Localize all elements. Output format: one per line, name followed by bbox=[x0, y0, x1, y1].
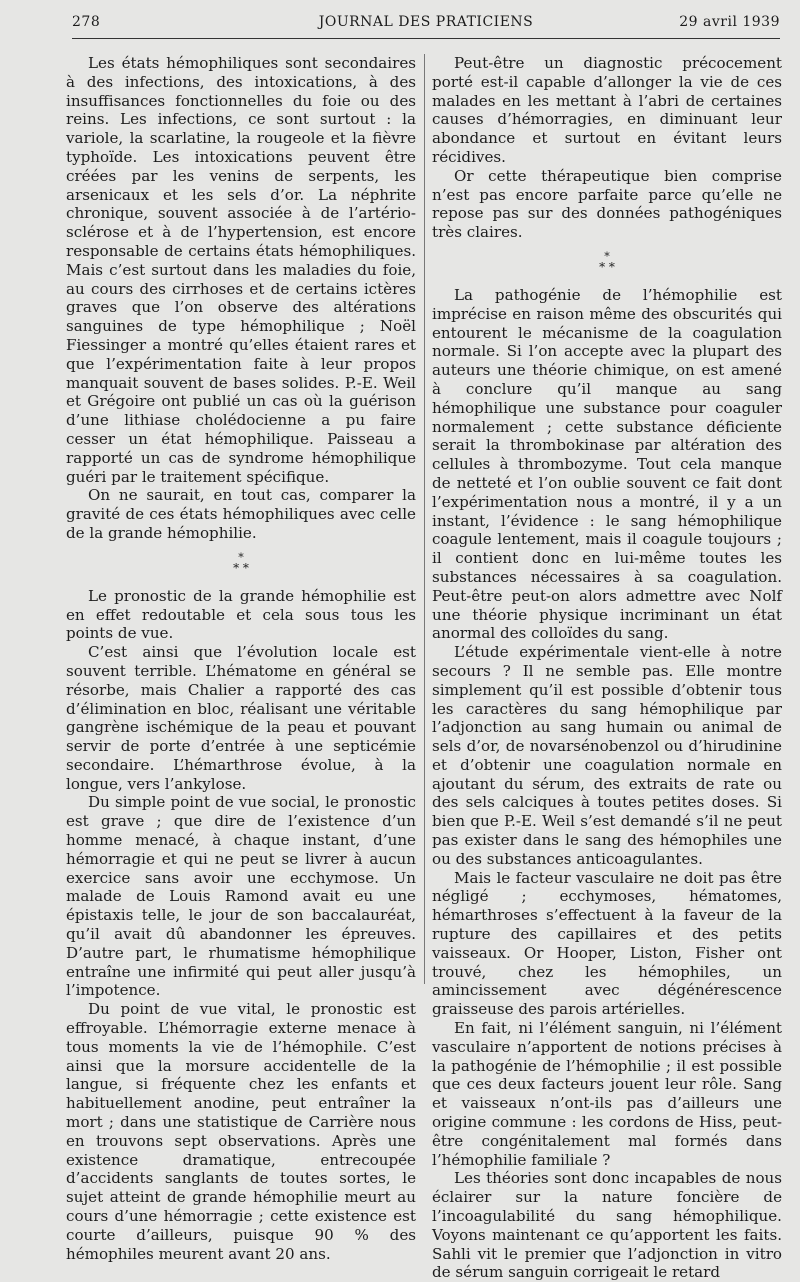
section-separator: * * * bbox=[233, 550, 249, 575]
paragraph: Mais le facteur vasculaire ne doit pas être négligé ; ecchymoses, hématomes, hémarthroses s’effectuent à la faveur de la rupture des capillaires et des petits vaisseaux. Or Hooper, Liston, Fisher ont trouvé, chez les hémophiles, un amincissement avec dégénérescence graisseuse des parois artérielles. bbox=[432, 868, 782, 1019]
paragraph: Les théories sont donc incapables de nous éclairer sur la nature foncière de l’incoagulabilité du sang hémophilique. Voyons maintenant ce qu’apportent les faits. Sahli vit le premier que l’adjonction in vitro de sérum sanguin corrigeait le retard bbox=[432, 1169, 782, 1282]
column-rule bbox=[424, 54, 425, 984]
paragraph: Peut-être un diagnostic précocement porté est-il capable d’allonger la vie de ces malades en les mettant à l’abri de certaines causes d’hémorragies, en diminuant leur abondance et surtout en évitant leurs récidives. bbox=[432, 54, 782, 166]
journal-title: JOURNAL DES PRATICIENS bbox=[318, 14, 534, 30]
paragraph: En fait, ni l’élément sanguin, ni l’élément vasculaire n’apportent de notions précises à la pathogénie de l’hémophilie ; il est possible que ces deux facteurs jouent leur rôle. Sang et vaisseaux n’ont-ils pas d’ailleurs une origine commune : les cordons de Hiss, peut-être congénitalement mal formés dans l’hémophilie familiale ? bbox=[432, 1019, 782, 1169]
section-separator: * * * bbox=[599, 249, 615, 274]
paragraph: Or cette thérapeutique bien comprise n’est pas encore parfaite parce qu’elle ne repose pas sur des données pathogéniques très claires. bbox=[432, 166, 782, 242]
left-column bbox=[66, 54, 416, 1263]
paragraph: Du point de vue vital, le pronostic est effroyable. L’hémorragie externe menace à tous moments la vie de l’hémophile. C’est ainsi que la morsure accidentelle de la langue, si fréquente chez les enfants et habituellement anodine, peut entraîner la mort ; dans une statistique de Carrière nous en trouvons sept observations. Après une existence dramatique, entrecoupée d’accidents sanglants de toutes sortes, le sujet atteint de grande hémophilie meurt au cours d’une hémorragie ; cette existence est courte d’ailleurs, puisque 90 % des hémophiles meurent avant 20 ans. bbox=[66, 1000, 416, 1263]
paragraph: L’étude expérimentale vient-elle à notre secours ? Il ne semble pas. Elle montre simplement qu’il est possible d’obtenir tous les caractères du sang hémophilique par l’adjonction au sang humain ou animal de sels d’or, de novarsénobenzol ou d’hirudinine et d’obtenir une coagulation normale en ajoutant du sérum, des extraits de rate ou des sels calciques à toutes petites doses. Si bien que P.-E. Weil s’est demandé s’il ne peut pas exister dans le sang des hémophiles une ou des substances anticoagulantes. bbox=[432, 643, 782, 868]
right-column bbox=[432, 54, 782, 1282]
issue-date: 29 avril 1939 bbox=[679, 14, 780, 30]
paragraph: Du simple point de vue social, le pronostic est grave ; que dire de l’existence d’un homme menacé, à chaque instant, d’une hémorragie et qui ne peut se livrer à aucun exercice sans avoir une ecchymose. Un malade de Louis Ramond avait eu une épistaxis telle, le jour de son baccalauréat, qu’il avait dû abandonner les épreuves. D’autre part, le rhumatisme hémophilique entraîne une infirmité qui peut aller jusqu’à l’impotence. bbox=[66, 793, 416, 1000]
paragraph: La pathogénie de l’hémophilie est imprécise en raison même des obscurités qui entourent le mécanisme de la coagulation normale. Si l’on accepte avec la plupart des auteurs une théorie chimique, on est amené à conclure qu’il manque au sang hémophilique une substance pour coaguler normalement ; cette substance déficiente serait la thrombokinase par altération des cellules à thrombozyme. Tout cela manque de netteté et l’on oublie souvent ce fait dont l’expérimentation nous a montré, il y a un instant, l’évidence : le sang hémophilique coagule lentement, mais il coagule toujours ; il contient donc en lui-même toutes les substances nécessaires à sa coagulation. Peut-être peut-on alors admettre avec Nolf une théorie physique incriminant un état anormal des colloïdes du sang. bbox=[432, 285, 782, 643]
running-header bbox=[72, 14, 780, 39]
page-number: 278 bbox=[72, 14, 101, 30]
paragraph: Les états hémophiliques sont secondaires à des infections, des intoxications, à des insuffisances fonctionnelles du foie ou des reins. Les infections, ce sont surtout : la variole, la scarlatine, la rougeole et la fièvre typhoïde. Les intoxications peuvent être créées par les venins de serpents, les arsenicaux et les sels d’or. La néphrite chronique, souvent associée à de l’artério-sclérose et à de l’hypertension, est encore responsable de certains états hémophiliques. Mais c’est surtout dans les maladies du foie, au cours des cirrhoses et de certains ictères graves que l’on observe des altérations sanguines de type hémophilique ; Noël Fiessinger a montré qu’elles étaient rares et que l’expérimentation faite à leur propos manquait souvent de bases solides. P.-E. Weil et Grégoire ont publié un cas où la guérison d’une lithiase cholédocienne a pu faire cesser un état hémophilique. Paisseau a rapporté un cas de syndrome hémophilique guéri par le traitement spécifique. bbox=[66, 54, 416, 486]
paragraph: C’est ainsi que l’évolution locale est souvent terrible. L’hématome en général se résorbe, mais Chalier a rapporté des cas d’élimination en bloc, réalisant une véritable gangrène ischémique de la peau et pouvant servir de porte d’entrée à une septicémie secondaire. L’hémarthrose évolue, à la longue, vers l’ankylose. bbox=[66, 643, 416, 793]
paragraph: On ne saurait, en tout cas, comparer la gravité de ces états hémophiliques avec celle de la grande hémophilie. bbox=[66, 486, 416, 542]
paragraph: Le pronostic de la grande hémophilie est en effet redoutable et cela sous tous les points de vue. bbox=[66, 586, 416, 643]
